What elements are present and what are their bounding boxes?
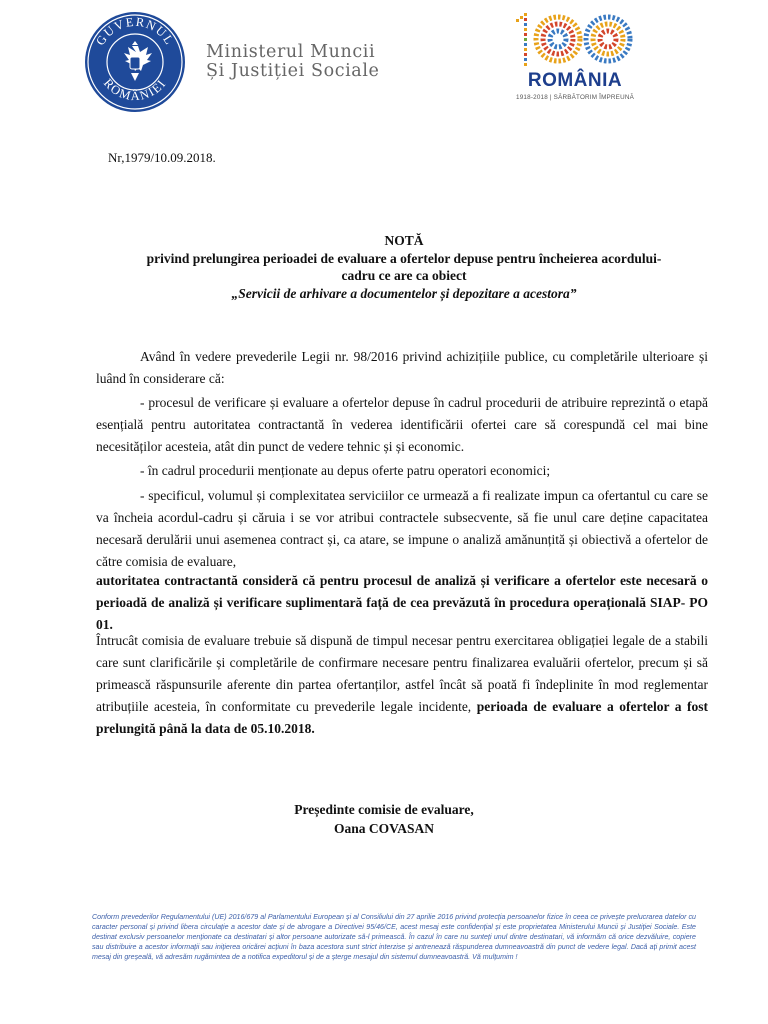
paragraph-evaluation-process: - procesul de verificare și evaluare a ofertelor depuse în cadrul procedurii de atribuire reprezintă o etapă esențială pentru autoritatea contractantă în vederea identificării ofertei care să corespundă cel mai bine necesităților acesteia, atât din punct de vedere tehnic și și economic. (96, 395, 708, 454)
signature-block (96, 800, 672, 838)
paragraph-operators: - în cadrul procedurii menționate au depus oferte patru operatori economici; (140, 463, 551, 478)
paragraph-extension (96, 630, 708, 740)
document-heading: NOTĂ (384, 233, 424, 248)
document-reference-number: Nr,1979/10.09.2018. (108, 150, 216, 165)
ministry-name (206, 43, 380, 81)
confidentiality-footer-note: Conform prevederilor Regulamentului (UE) 2016/679 al Parlamentului European și al Consiliului din 27 aprilie 2016 privind protecția persoanelor fizice în ceea ce privește prelucrarea datelor cu caracter personal și privind libera circulație a acestor date și de abrogare a Directivei 95/46/CE, acest mesaj este confidențial și este proprietatea Ministerului Muncii și Justiției Sociale. Este destinat exclusiv persoanelor menționate ca destinatari și altor persoane autorizate să-l primească. În cazul în care nu sunteți unul dintre destinatari, vă informăm că orice dezvăluire, copiere sau distribuire a acestor informații sau inițierea oricărei acțiuni în baza acestora sunt strict interzise și antrenează răspunderea dumneavoastră din punct de vedere legal. Dacă ați primit acest mesaj din greșeală, vă adresăm rugămintea de a notifica expeditorul și de a șterge mesajul din sistemul dumneavoastră. Vă mulțumim ! (92, 913, 696, 961)
title-line-1: privind prelungirea perioadei de evaluare a ofertelor depuse pentru încheierea acordului- (146, 250, 662, 266)
ministry-line-2: Și Justiției Sociale (206, 61, 380, 81)
signature-role: Președinte comisie de evaluare, (294, 802, 474, 817)
paragraph-intro: Având în vedere prevederile Legii nr. 98/2016 privind achizițiile publice, cu completările ulterioare și luând în considerare că: (96, 349, 708, 386)
document-title-block (96, 232, 712, 302)
paragraph-decision: autoritatea contractantă consideră că pentru procesul de analiză și verificare a ofertelor este necesară o perioadă de analiză și verificare suplimentară față de cea prevăzută în procedura operațională SIAP- PO 01. (96, 573, 708, 632)
paragraph-complexity: - specificul, volumul și complexitatea serviciilor ce urmează a fi realizate impun ca ofertantul cu care se va încheia acordul-cadru și căruia i se vor atribui contractele subsecvente, să fie unul care deține capacitatea necesară derulării unui asemenea contract și, ca atare, se impune o analiză amănunțită și obiectivă a ofertelor de către comisia de evaluare, (96, 488, 708, 569)
svg-text:ROMÂNIEI: ROMÂNIEI (100, 76, 170, 104)
title-line-2: cadru ce are ca obiect (341, 268, 467, 283)
title-subject: „Servicii de arhivare a documentelor și depozitare a acestora” (231, 285, 577, 301)
signature-name: Oana COVASAN (334, 821, 434, 836)
svg-text:GUVERNUL: GUVERNUL (93, 14, 177, 48)
centenary-romania-word: ROMÂNIA (527, 70, 623, 91)
government-seal-logo (84, 11, 186, 113)
extension-bold-conclusion: perioada de evaluare a ofertelor a fost prelungită până la data de 05.10.2018. (96, 699, 708, 736)
ministry-line-1: Ministerul Muncii (206, 42, 376, 62)
centenary-tagline: 1918-2018 | SĂRBĂTORIM ÎMPREUNĂ (516, 94, 634, 101)
extension-text: Întrucât comisia de evaluare trebuie să dispună de timpul necesar pentru exercitarea obligației legale de a stabili care sunt clarificările și completările de confirmare necesare pentru finalizarea evaluării ofertelor, precum și să primească răspunsurile aferente din partea ofertanților, astfel încât să poată fi îndeplinite în mod reglementar atribuțiile acesteia, în conformitate cu prevederile legale incidente, (96, 633, 708, 714)
